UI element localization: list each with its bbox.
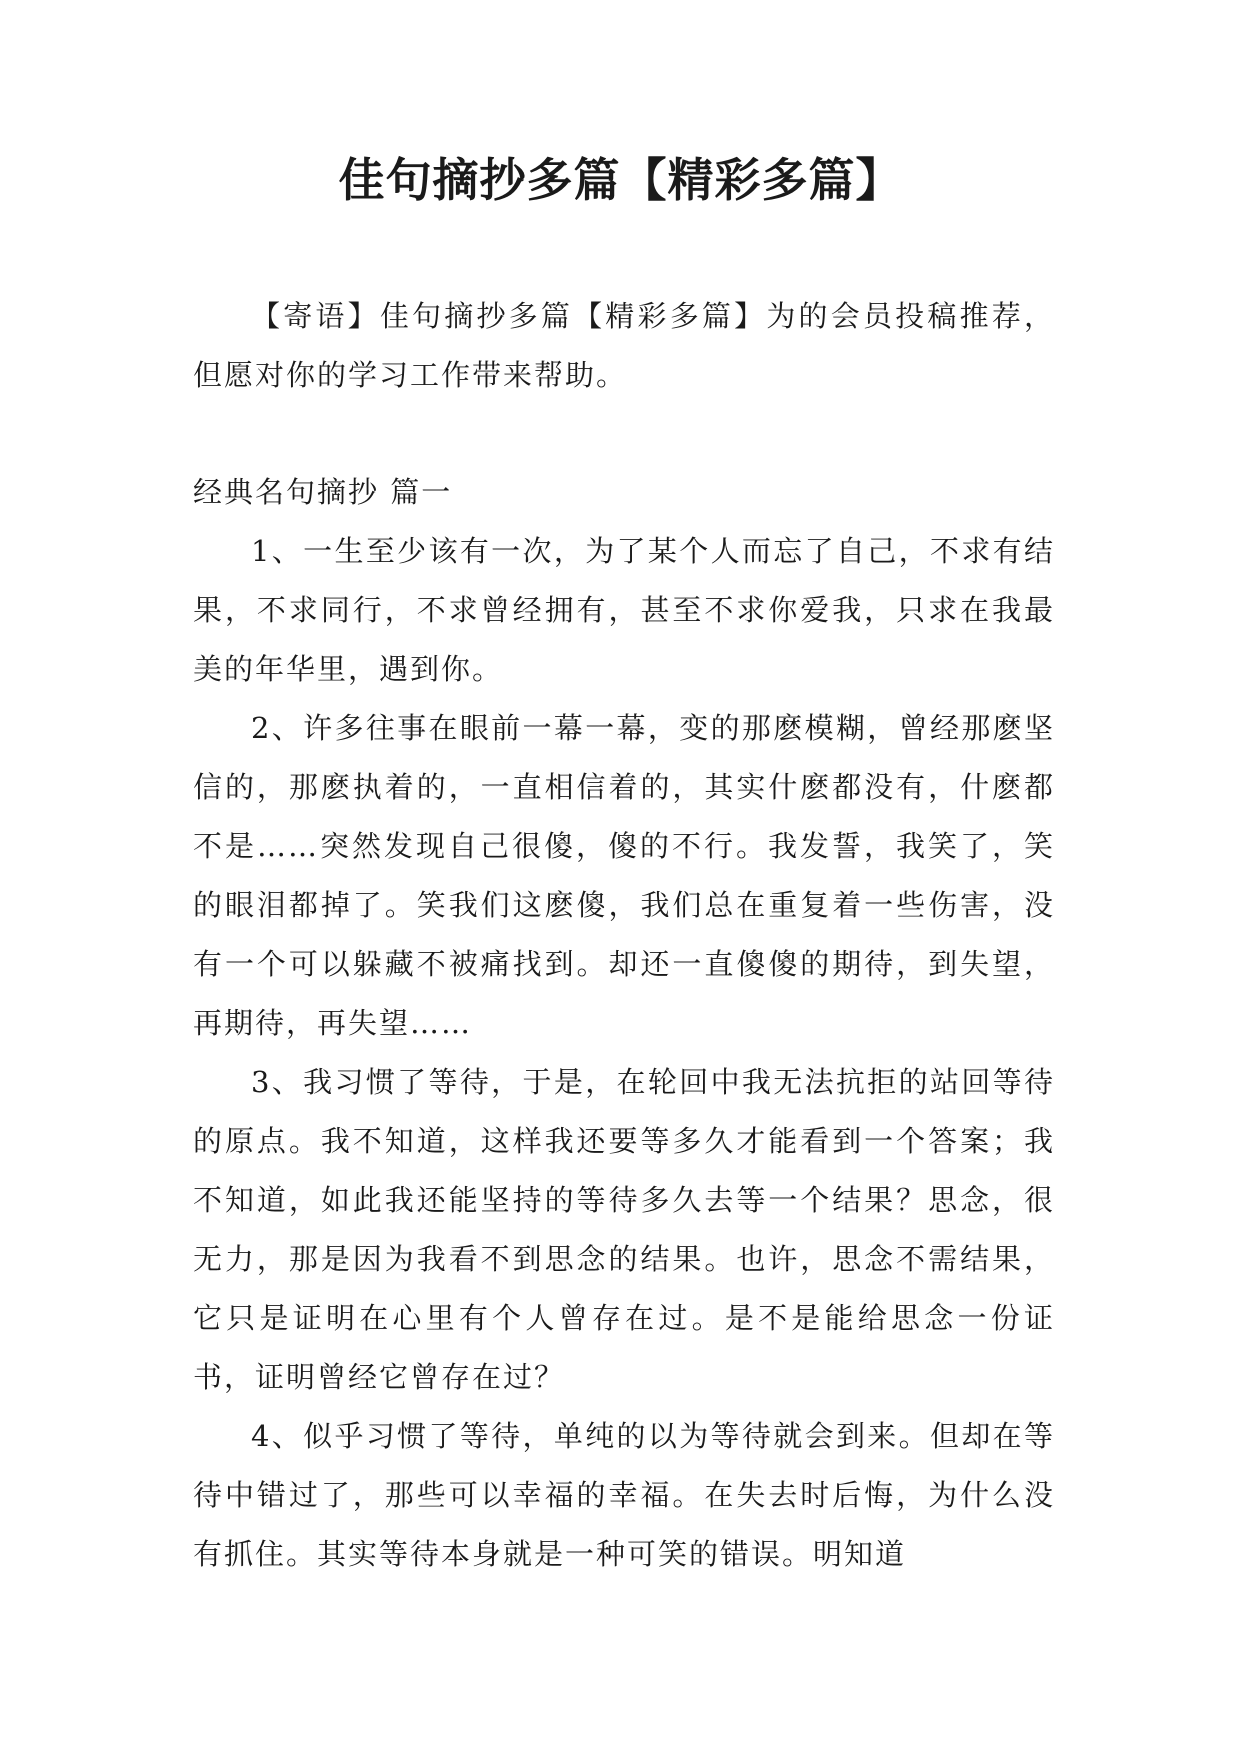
paragraph-1: 1、一生至少该有一次，为了某个人而忘了自己，不求有结果，不求同行，不求曾经拥有，甚至不求你爱我，只求在我最美的年华里，遇到你。 [193, 534, 1055, 686]
section-content [193, 522, 1055, 1584]
paragraph-2: 2、许多往事在眼前一幕一幕，变的那麽模糊，曾经那麽坚信的，那麽执着的，一直相信着的，其实什麽都没有，什麽都不是……突然发现自己很傻，傻的不行。我发誓，我笑了，笑的眼泪都掉了。笑我们这麽傻，我们总在重复着一些伤害，没有一个可以躲藏不被痛找到。却还一直傻傻的期待，到失望，再期待，再失望…… [193, 711, 1055, 1040]
intro-block [193, 287, 1055, 405]
intro-paragraph: 【寄语】佳句摘抄多篇【精彩多篇】为的会员投稿推荐，但愿对你的学习工作带来帮助。 [193, 299, 1055, 392]
paragraph-4: 4、似乎习惯了等待，单纯的以为等待就会到来。但却在等待中错过了，那些可以幸福的幸福。在失去时后悔，为什么没有抓住。其实等待本身就是一种可笑的错误。明知道 [193, 1419, 1055, 1571]
paragraph-3: 3、我习惯了等待，于是，在轮回中我无法抗拒的站回等待的原点。我不知道，这样我还要等多久才能看到一个答案；我不知道，如此我还能坚持的等待多久去等一个结果？思念，很无力，那是因为我看不到思念的结果。也许，思念不需结果，它只是证明在心里有个人曾存在过。是不是能给思念一份证书，证明曾经它曾存在过？ [193, 1065, 1055, 1394]
page-title: 佳句摘抄多篇【精彩多篇】 [338, 153, 903, 207]
section-heading: 经典名句摘抄 篇一 [193, 475, 453, 509]
